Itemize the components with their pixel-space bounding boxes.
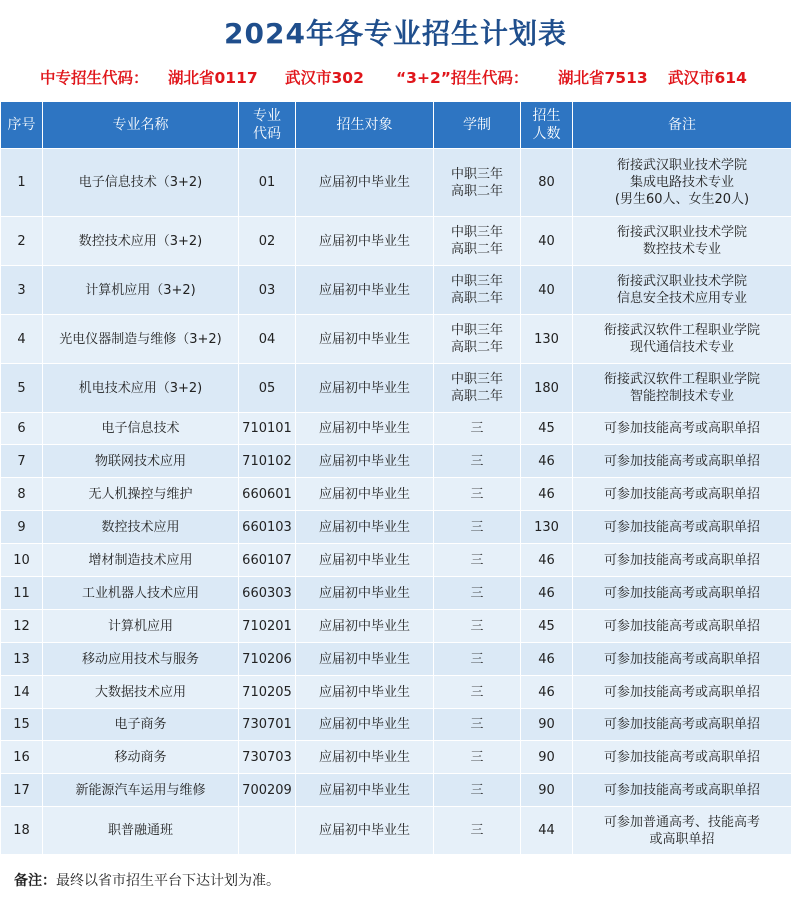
cell-name: 物联网技术应用 xyxy=(43,445,239,478)
table-row xyxy=(1,643,791,676)
cell-duration: 三 xyxy=(434,478,521,511)
table-row xyxy=(1,478,791,511)
cell-count: 40 xyxy=(521,217,573,266)
cell-name: 电子商务 xyxy=(43,709,239,741)
cell-duration: 三 xyxy=(434,445,521,478)
cell-count: 40 xyxy=(521,266,573,315)
cell-code: 710201 xyxy=(239,610,296,643)
cell-remark: 可参加技能高考或高职单招 xyxy=(573,478,791,511)
cell-name: 电子信息技术（3+2) xyxy=(43,149,239,217)
header-count-text: 招生人数 xyxy=(532,108,561,142)
table-row xyxy=(1,774,791,807)
cell-name: 机电技术应用（3+2) xyxy=(43,364,239,413)
header-code xyxy=(239,102,296,149)
enrollment-plan-table xyxy=(0,101,791,855)
cell-name: 计算机应用 xyxy=(43,610,239,643)
cell-duration: 三 xyxy=(434,774,521,807)
footnote xyxy=(14,870,280,890)
cell-seq: 1 xyxy=(1,149,43,217)
cell-remark: 可参加技能高考或高职单招 xyxy=(573,413,791,445)
cell-remark: 可参加技能高考或高职单招 xyxy=(573,544,791,577)
cell-code: 05 xyxy=(239,364,296,413)
cell-remark: 衔接武汉职业技术学院 集成电路技术专业 (男生60人、女生20人) xyxy=(573,149,791,217)
cell-name: 电子信息技术 xyxy=(43,413,239,445)
cell-duration: 三 xyxy=(434,511,521,544)
cell-duration: 三 xyxy=(434,807,521,855)
cell-seq: 2 xyxy=(1,217,43,266)
cell-remark: 衔接武汉职业技术学院 信息安全技术应用专业 xyxy=(573,266,791,315)
cell-code: 710102 xyxy=(239,445,296,478)
cell-remark: 可参加技能高考或高职单招 xyxy=(573,709,791,741)
cell-seq: 11 xyxy=(1,577,43,610)
cell-duration: 三 xyxy=(434,577,521,610)
cell-count: 46 xyxy=(521,445,573,478)
cell-code: 04 xyxy=(239,315,296,364)
cell-code: 660601 xyxy=(239,478,296,511)
cell-count: 46 xyxy=(521,544,573,577)
cell-target: 应届初中毕业生 xyxy=(296,544,434,577)
cell-target: 应届初中毕业生 xyxy=(296,807,434,855)
cell-remark: 可参加技能高考或高职单招 xyxy=(573,445,791,478)
cell-code: 660303 xyxy=(239,577,296,610)
cell-target: 应届初中毕业生 xyxy=(296,676,434,709)
cell-name: 移动商务 xyxy=(43,741,239,774)
table-row xyxy=(1,445,791,478)
cell-remark: 可参加技能高考或高职单招 xyxy=(573,741,791,774)
cell-duration: 中职三年 高职二年 xyxy=(434,266,521,315)
cell-remark: 可参加技能高考或高职单招 xyxy=(573,577,791,610)
secondary-code-hubei: 湖北省0117 xyxy=(168,69,258,87)
cell-name: 无人机操控与维护 xyxy=(43,478,239,511)
cell-count: 46 xyxy=(521,577,573,610)
cell-seq: 3 xyxy=(1,266,43,315)
cell-remark: 衔接武汉职业技术学院 数控技术专业 xyxy=(573,217,791,266)
table-row xyxy=(1,266,791,315)
cell-code: 710205 xyxy=(239,676,296,709)
cell-seq: 15 xyxy=(1,709,43,741)
cell-seq: 14 xyxy=(1,676,43,709)
cell-target: 应届初中毕业生 xyxy=(296,610,434,643)
cell-duration: 中职三年 高职二年 xyxy=(434,364,521,413)
header-remark: 备注 xyxy=(573,102,791,149)
cell-seq: 8 xyxy=(1,478,43,511)
header-seq: 序号 xyxy=(1,102,43,149)
cell-code: 660107 xyxy=(239,544,296,577)
cell-remark: 可参加技能高考或高职单招 xyxy=(573,511,791,544)
cell-code xyxy=(239,807,296,855)
header-name: 专业名称 xyxy=(43,102,239,149)
header-code-text: 专业代码 xyxy=(252,108,281,142)
cell-count: 46 xyxy=(521,478,573,511)
cell-target: 应届初中毕业生 xyxy=(296,445,434,478)
cell-code: 660103 xyxy=(239,511,296,544)
cell-duration: 三 xyxy=(434,413,521,445)
cell-duration: 中职三年 高职二年 xyxy=(434,149,521,217)
cell-remark: 可参加普通高考、技能高考 或高职单招 xyxy=(573,807,791,855)
cell-seq: 10 xyxy=(1,544,43,577)
header-target: 招生对象 xyxy=(296,102,434,149)
program32-code-label: “3+2”招生代码： xyxy=(396,69,529,87)
table-row xyxy=(1,217,791,266)
cell-code: 730703 xyxy=(239,741,296,774)
table-header-row xyxy=(1,102,791,149)
cell-seq: 5 xyxy=(1,364,43,413)
cell-seq: 4 xyxy=(1,315,43,364)
table-row xyxy=(1,149,791,217)
cell-name: 工业机器人技术应用 xyxy=(43,577,239,610)
table-row xyxy=(1,610,791,643)
cell-remark: 可参加技能高考或高职单招 xyxy=(573,610,791,643)
footnote-text: 最终以省市招生平台下达计划为准。 xyxy=(56,873,280,889)
cell-seq: 13 xyxy=(1,643,43,676)
table-row xyxy=(1,709,791,741)
table-row xyxy=(1,511,791,544)
header-duration: 学制 xyxy=(434,102,521,149)
cell-remark: 可参加技能高考或高职单招 xyxy=(573,774,791,807)
cell-target: 应届初中毕业生 xyxy=(296,511,434,544)
cell-duration: 中职三年 高职二年 xyxy=(434,217,521,266)
table-row xyxy=(1,413,791,445)
cell-count: 45 xyxy=(521,413,573,445)
header-count xyxy=(521,102,573,149)
cell-code: 03 xyxy=(239,266,296,315)
program32-code-hubei: 湖北省7513 xyxy=(558,69,648,87)
cell-count: 44 xyxy=(521,807,573,855)
cell-duration: 三 xyxy=(434,709,521,741)
cell-name: 职普融通班 xyxy=(43,807,239,855)
cell-code: 700209 xyxy=(239,774,296,807)
cell-seq: 16 xyxy=(1,741,43,774)
cell-count: 80 xyxy=(521,149,573,217)
cell-target: 应届初中毕业生 xyxy=(296,741,434,774)
cell-target: 应届初中毕业生 xyxy=(296,315,434,364)
cell-code: 710206 xyxy=(239,643,296,676)
table-row xyxy=(1,577,791,610)
cell-target: 应届初中毕业生 xyxy=(296,709,434,741)
cell-count: 90 xyxy=(521,774,573,807)
cell-code: 01 xyxy=(239,149,296,217)
cell-seq: 7 xyxy=(1,445,43,478)
cell-count: 90 xyxy=(521,709,573,741)
table-row xyxy=(1,315,791,364)
cell-remark: 可参加技能高考或高职单招 xyxy=(573,676,791,709)
cell-target: 应届初中毕业生 xyxy=(296,774,434,807)
cell-target: 应届初中毕业生 xyxy=(296,266,434,315)
cell-target: 应届初中毕业生 xyxy=(296,478,434,511)
cell-duration: 三 xyxy=(434,676,521,709)
table-row xyxy=(1,807,791,855)
cell-name: 增材制造技术应用 xyxy=(43,544,239,577)
cell-target: 应届初中毕业生 xyxy=(296,413,434,445)
cell-remark: 衔接武汉软件工程职业学院 现代通信技术专业 xyxy=(573,315,791,364)
cell-name: 光电仪器制造与维修（3+2) xyxy=(43,315,239,364)
cell-duration: 中职三年 高职二年 xyxy=(434,315,521,364)
cell-remark: 衔接武汉软件工程职业学院 智能控制技术专业 xyxy=(573,364,791,413)
cell-count: 46 xyxy=(521,643,573,676)
secondary-code-wuhan: 武汉市302 xyxy=(285,69,364,87)
cell-duration: 三 xyxy=(434,544,521,577)
cell-name: 计算机应用（3+2) xyxy=(43,266,239,315)
program32-code-wuhan: 武汉市614 xyxy=(668,69,747,87)
cell-remark: 可参加技能高考或高职单招 xyxy=(573,643,791,676)
cell-count: 46 xyxy=(521,676,573,709)
cell-count: 130 xyxy=(521,511,573,544)
cell-name: 大数据技术应用 xyxy=(43,676,239,709)
cell-code: 710101 xyxy=(239,413,296,445)
cell-name: 数控技术应用（3+2) xyxy=(43,217,239,266)
cell-seq: 17 xyxy=(1,774,43,807)
cell-target: 应届初中毕业生 xyxy=(296,149,434,217)
cell-target: 应届初中毕业生 xyxy=(296,364,434,413)
cell-target: 应届初中毕业生 xyxy=(296,577,434,610)
cell-name: 新能源汽车运用与维修 xyxy=(43,774,239,807)
secondary-code-label: 中专招生代码： xyxy=(40,69,149,87)
cell-target: 应届初中毕业生 xyxy=(296,217,434,266)
cell-seq: 12 xyxy=(1,610,43,643)
cell-seq: 9 xyxy=(1,511,43,544)
cell-count: 45 xyxy=(521,610,573,643)
cell-duration: 三 xyxy=(434,643,521,676)
table-row xyxy=(1,741,791,774)
cell-duration: 三 xyxy=(434,741,521,774)
page-title: 2024年各专业招生计划表 xyxy=(224,17,567,50)
cell-count: 180 xyxy=(521,364,573,413)
footnote-label: 备注： xyxy=(14,873,56,889)
cell-seq: 18 xyxy=(1,807,43,855)
cell-duration: 三 xyxy=(434,610,521,643)
cell-count: 130 xyxy=(521,315,573,364)
cell-name: 数控技术应用 xyxy=(43,511,239,544)
table-row xyxy=(1,544,791,577)
cell-target: 应届初中毕业生 xyxy=(296,643,434,676)
cell-name: 移动应用技术与服务 xyxy=(43,643,239,676)
cell-seq: 6 xyxy=(1,413,43,445)
table-row xyxy=(1,676,791,709)
cell-count: 90 xyxy=(521,741,573,774)
table-row xyxy=(1,364,791,413)
cell-code: 02 xyxy=(239,217,296,266)
cell-code: 730701 xyxy=(239,709,296,741)
